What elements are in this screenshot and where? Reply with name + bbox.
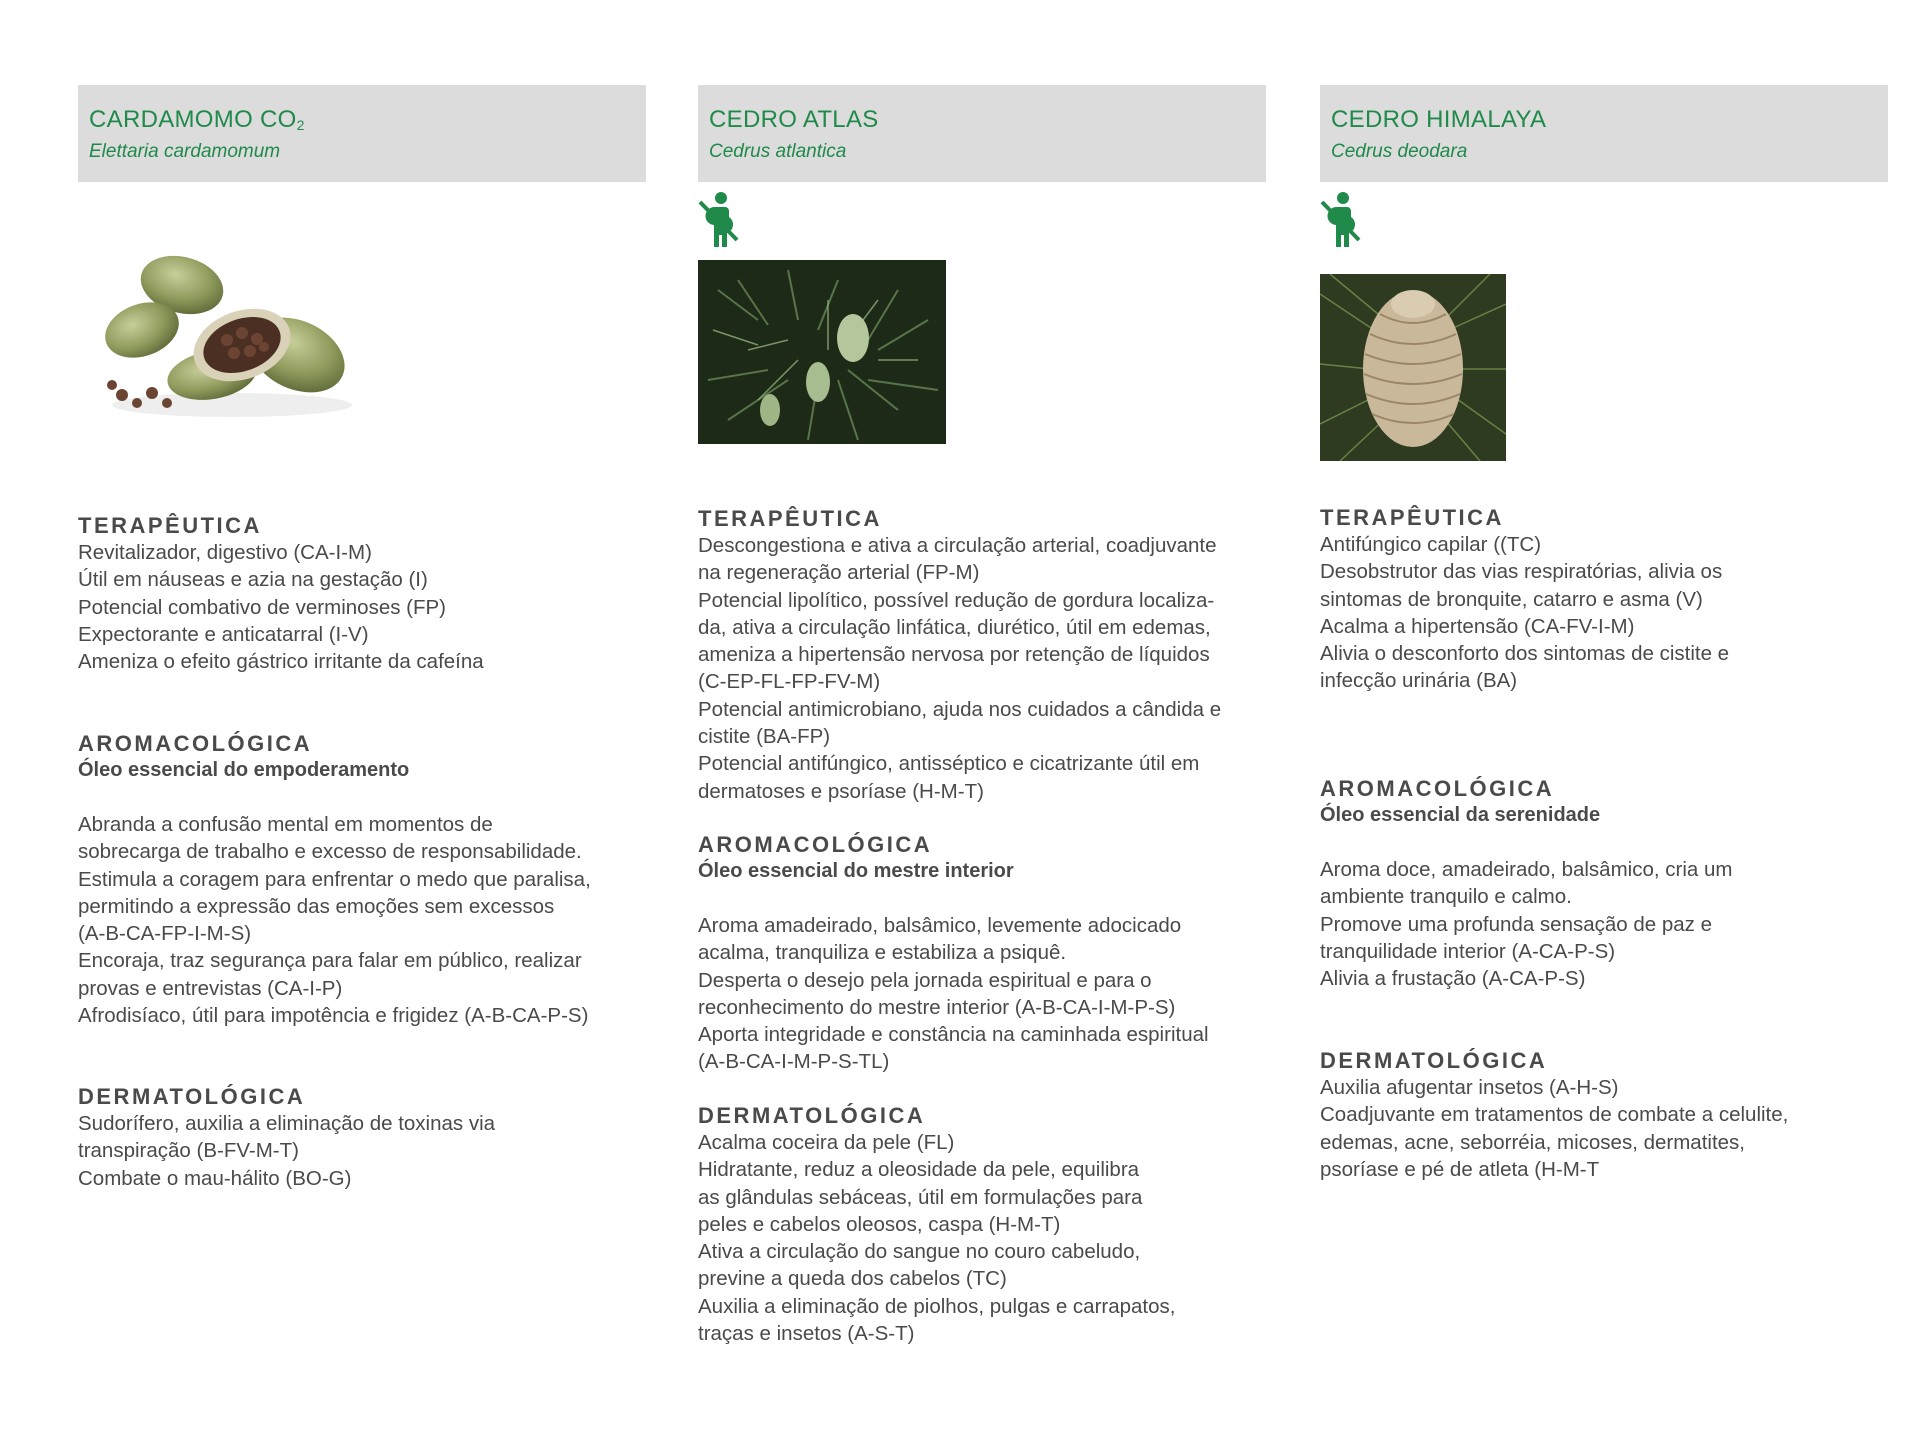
section-body bbox=[78, 539, 648, 675]
text-line: sobrecarga de trabalho e excesso de responsabilidade. bbox=[78, 840, 582, 864]
section-body bbox=[78, 1110, 648, 1192]
text-line: Alivia a frustação (A-CA-P-S) bbox=[1320, 967, 1586, 991]
cedar-atlas-image bbox=[698, 260, 946, 444]
section-subtitle: Óleo essencial do empoderamento bbox=[78, 759, 410, 781]
text-line: Potencial antifúngico, antisséptico e cicatrizante útil em bbox=[698, 752, 1200, 776]
oil-latin-name: Cedrus atlantica bbox=[709, 141, 847, 162]
section-terapeutica bbox=[1320, 505, 1890, 695]
text-line: Sudorífero, auxilia a eliminação de toxinas via bbox=[78, 1112, 496, 1135]
text-line: ameniza a hipertensão nervosa por retenção de líquidos bbox=[698, 643, 1210, 667]
text-line: previne a queda dos cabelos (TC) bbox=[698, 1267, 1007, 1291]
text-line: Promove uma profunda sensação de paz e bbox=[1320, 912, 1713, 936]
text-line: Potencial combativo de verminoses (FP) bbox=[78, 595, 447, 619]
text-line: Acalma coceira da pele (FL) bbox=[698, 1131, 955, 1154]
section-title: TERAPÊUTICA bbox=[698, 506, 882, 531]
text-line: Potencial antimicrobiano, ajuda nos cuidados a cândida e bbox=[698, 697, 1222, 721]
section-subtitle: Óleo essencial do mestre interior bbox=[698, 860, 1014, 882]
section-title: AROMACOLÓGICA bbox=[78, 731, 313, 756]
section-subtitle: Óleo essencial da serenidade bbox=[1320, 804, 1601, 826]
section-title: DERMATOLÓGICA bbox=[698, 1103, 926, 1128]
text-line: Afrodisíaco, útil para impotência e frigidez (A-B-CA-P-S) bbox=[78, 1004, 589, 1028]
cedar-himalaya-image bbox=[1320, 274, 1506, 461]
header-cedro-himalaya bbox=[1320, 85, 1888, 182]
text-line: Combate o mau-hálito (BO-G) bbox=[78, 1166, 352, 1190]
section-body bbox=[698, 1129, 1268, 1347]
text-line: Ativa a circulação do sangue no couro cabeludo, bbox=[698, 1240, 1141, 1264]
section-title: DERMATOLÓGICA bbox=[1320, 1048, 1548, 1073]
text-line: transpiração (B-FV-M-T) bbox=[78, 1139, 299, 1163]
oil-latin-name: Cedrus deodara bbox=[1331, 141, 1468, 162]
section-terapeutica bbox=[698, 506, 1268, 805]
no-pregnancy-icon bbox=[697, 190, 741, 250]
text-line: ambiente tranquilo e calmo. bbox=[1320, 885, 1572, 909]
text-line: Coadjuvante em tratamentos de combate a celulite, bbox=[1320, 1103, 1789, 1127]
text-line: sintomas de bronquite, catarro e asma (V) bbox=[1320, 587, 1703, 611]
text-line: Expectorante e anticatarral (I-V) bbox=[78, 622, 369, 646]
section-title: TERAPÊUTICA bbox=[78, 513, 262, 538]
section-title: TERAPÊUTICA bbox=[1320, 505, 1504, 530]
text-line: Revitalizador, digestivo (CA-I-M) bbox=[78, 541, 372, 564]
cardamom-image bbox=[82, 235, 372, 425]
section-terapeutica bbox=[78, 513, 648, 675]
text-line: Antifúngico capilar ((TC) bbox=[1320, 533, 1542, 556]
text-line: permitindo a expressão das emoções sem excessos bbox=[78, 894, 555, 918]
text-line: acalma, tranquiliza e estabiliza a psiquê. bbox=[698, 941, 1067, 965]
text-line: Auxilia a eliminação de piolhos, pulgas e carrapatos, bbox=[698, 1294, 1176, 1318]
oil-name: CEDRO HIMALAYA bbox=[1331, 106, 1547, 133]
section-body bbox=[1320, 1074, 1890, 1183]
text-line: Desobstrutor das vias respiratórias, alivia os bbox=[1320, 560, 1723, 584]
text-line: psoríase e pé de atleta (H-M-T bbox=[1320, 1157, 1600, 1181]
text-line: (A-B-CA-I-M-P-S-TL) bbox=[698, 1050, 890, 1074]
section-dermatologica bbox=[698, 1103, 1268, 1347]
oil-name: CEDRO ATLAS bbox=[709, 106, 879, 133]
text-line: Hidratante, reduz a oleosidade da pele, equilibra bbox=[698, 1158, 1140, 1182]
header-cardamomo bbox=[78, 85, 646, 182]
text-line: (A-B-CA-FP-I-M-S) bbox=[78, 922, 252, 946]
no-pregnancy-icon bbox=[1319, 190, 1363, 250]
text-line: Aporta integridade e constância na caminhada espiritual bbox=[698, 1023, 1209, 1047]
text-line: Útil em náuseas e azia na gestação (I) bbox=[78, 568, 428, 592]
text-line: edemas, acne, seborréia, micoses, dermatites, bbox=[1320, 1130, 1745, 1154]
text-line: dermatoses e psoríase (H-M-T) bbox=[698, 779, 984, 803]
section-dermatologica bbox=[1320, 1048, 1890, 1183]
oil-name: CARDAMOMO $CO_2$ bbox=[89, 106, 305, 133]
section-aromacologica bbox=[698, 832, 1268, 1076]
text-line: na regeneração arterial (FP-M) bbox=[698, 561, 980, 585]
text-line: Estimula a coragem para enfrentar o medo que paralisa, bbox=[78, 867, 591, 891]
text-line: Auxilia afugentar insetos (A-H-S) bbox=[1320, 1076, 1619, 1099]
text-line: da, ativa a circulação linfática, diurético, útil em edemas, bbox=[698, 615, 1211, 639]
text-line: Potencial lipolítico, possível redução de gordura localiza- bbox=[698, 588, 1215, 612]
text-line: Descongestiona e ativa a circulação arterial, coadjuvante bbox=[698, 534, 1217, 557]
text-line: cistite (BA-FP) bbox=[698, 725, 831, 749]
text-line: peles e cabelos oleosos, caspa (H-M-T) bbox=[698, 1212, 1061, 1236]
text-line: Abranda a confusão mental em momentos de bbox=[78, 813, 493, 836]
section-title: AROMACOLÓGICA bbox=[698, 832, 933, 857]
text-line: as glândulas sebáceas, útil em formulações para bbox=[698, 1185, 1143, 1209]
text-line: Aroma doce, amadeirado, balsâmico, cria um bbox=[1320, 858, 1733, 881]
text-line: Desperta o desejo pela jornada espiritual e para o bbox=[698, 968, 1152, 992]
text-line: Alivia o desconforto dos sintomas de cistite e bbox=[1320, 642, 1730, 666]
text-line: (C-EP-FL-FP-FV-M) bbox=[698, 670, 881, 694]
section-dermatologica bbox=[78, 1084, 648, 1192]
text-line: infecção urinária (BA) bbox=[1320, 669, 1518, 693]
section-body bbox=[78, 811, 648, 1029]
text-line: traças e insetos (A-S-T) bbox=[698, 1322, 915, 1346]
text-line: tranquilidade interior (A-CA-P-S) bbox=[1320, 939, 1616, 963]
text-line: provas e entrevistas (CA-I-P) bbox=[78, 976, 343, 1000]
section-aromacologica bbox=[1320, 776, 1890, 992]
section-title: DERMATOLÓGICA bbox=[78, 1084, 306, 1109]
text-line: Ameniza o efeito gástrico irritante da cafeína bbox=[78, 650, 484, 674]
text-line: reconhecimento do mestre interior (A-B-CA-I-M-P-S) bbox=[698, 995, 1176, 1019]
text-line: Aroma amadeirado, balsâmico, levemente adocicado bbox=[698, 914, 1182, 937]
text-line: Acalma a hipertensão (CA-FV-I-M) bbox=[1320, 614, 1635, 638]
section-body bbox=[1320, 856, 1890, 992]
section-aromacologica bbox=[78, 731, 648, 1029]
section-body bbox=[698, 532, 1268, 805]
section-body bbox=[698, 912, 1268, 1076]
header-cedro-atlas bbox=[698, 85, 1266, 182]
section-title: AROMACOLÓGICA bbox=[1320, 776, 1555, 801]
section-body bbox=[1320, 531, 1890, 695]
oil-latin-name: Elettaria cardamomum bbox=[89, 141, 281, 162]
text-line: Encoraja, traz segurança para falar em público, realizar bbox=[78, 949, 582, 973]
